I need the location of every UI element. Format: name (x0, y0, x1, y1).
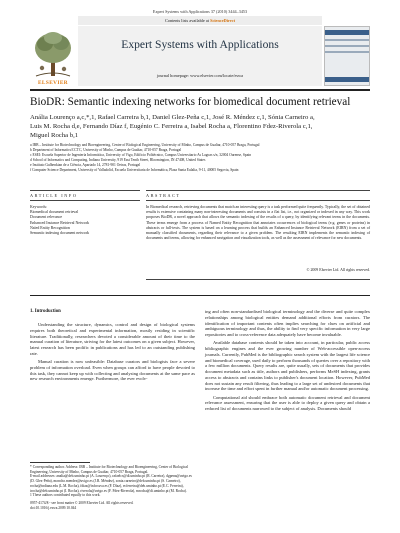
footnote: * Corresponding author. Address: IBB – Institute for Biotechnology and Bioengineering, Center of Biological Engineering, University of Minho, Campus de Gualtar, 4710-057 Braga, Portugal. (30, 465, 188, 474)
abstract-copyright: © 2009 Elsevier Ltd. All rights reserved. (306, 268, 370, 272)
abstract-rule-top (146, 190, 370, 191)
footnotes (30, 465, 195, 498)
header-rule (30, 89, 370, 91)
authors-line: Anália Lourenço a,c,*,1, Rafael Carreira b,1, Daniel Glez-Peña c,1, José R. Méndez c,1, Sónia Carneiro a, (30, 114, 315, 121)
article-title: BioDR: Semantic indexing networks for biomedical document retrieval (30, 96, 351, 108)
section-heading-introduction: 1. Introduction (30, 309, 61, 314)
keywords-block (30, 205, 140, 236)
doi-line[interactable]: doi:10.1016/j.eswa.2009.10.044 (30, 505, 77, 510)
body-column-right (205, 309, 370, 414)
body-paragraph: ing and often non-standardised biological terminology and the diverse and quite complex relationships among biological entities demand additional efforts from curators. The identification of important contents often implies searching for clues on artificial and ambiguous terminology and thus, the ability to find very specific information in very large repositories and to cross-reference data adequately have become invaluable. (205, 309, 370, 337)
journal-homepage[interactable]: journal homepage: www.elsevier.com/locate/eswa (156, 73, 244, 78)
abstract-rule-end (146, 279, 370, 280)
affiliation: e Instituto Gulbenkian de a Ciência, Apartado 14, 2781-901 Oeiras, Portugal (30, 163, 141, 168)
contents-availability-bar (78, 16, 322, 25)
publisher-name: ELSEVIER (38, 80, 68, 86)
keyword: Enhanced Instance Retrieval Network (30, 220, 90, 225)
article-identifiers (30, 501, 195, 511)
keyword: Naïed Entity Recognition (30, 225, 70, 230)
journal-cover-thumbnail (324, 26, 370, 86)
abstract-heading: ABSTRACT (146, 193, 181, 198)
article-info-rule-top (30, 190, 140, 191)
footnote: 1 These authors contributed equally to this work. (30, 493, 101, 498)
abstract-text: In Biomedical research, retrieving documents that match an interesting query is a task performed quite frequently. Typically, the set of obtained results is extensive containing many non-interesting documents and consists in a flat list, i.e., not organized or indexed in any way. This work proposes BioDR, a novel approach that allows the semantic indexing of the results of a query, by identifying relevant terms in the documents. These terms emerge from a process of Named Entity Recognition that annotates occurrences of biological terms (e.g. genes or proteins) in abstracts or full-texts. The system is based on a learning process that builds an Enhanced Instance Retrieval Network (EIRN) from a set of manually classified documents, regarding their relevance to a given problem. The resulting EIRN implements the semantic indexing of documents and terms, allowing for enhanced navigation and visualization tools, as well as the assessment of relevance for new documents. (146, 205, 370, 241)
affiliation: d School of Informatics and Computing, Indiana University, 919 East Tenth Street, Bloomington, IN 47408, United States (30, 158, 206, 163)
contents-prefix: Contents lists available at (164, 18, 211, 23)
keyword: Document relevance (30, 215, 63, 220)
body-paragraph: Understanding the structure, dynamics, control and design of biological systems requires both theoretical and experimental information, mostly residing in scientific literature. Traditionally, researchers devoted a considerable amount of their time to the manual curation of literature, striving for the latest outcomes on a given subject. However, latest research has been prolific in publications and has led to an outstanding publishing rate. (30, 322, 195, 356)
author-list (30, 114, 370, 140)
footnote-emails: E-mail addresses: analia@deb.uminho.pt (A. Lourenço), rafaelcs@di.uminho.pt (R. Carreira), dgpena@uvigo.es (D. Glez-Peña), moncho.mendez@uvigo.es (J.R. Méndez), sonia.carneiro@deb.uminho.pt (S. Carneiro), rocha@indiana.edu (L.M. Rocha), fdiaz@infor.uva.es (F. Díaz), ecferreira@deb.uminho.pt (E.C. Ferreira), irocha@deb.uminho.pt (I. Rocha), riverola@uvigo.es (F. Fdez-Riverola), mrocha@di.uminho.pt (M. Rocha). (30, 474, 192, 493)
affiliation: b Department of Informatics/CCTC, University of Minho, Campus de Gualtar, 4710-057 Braga, Portugal (30, 148, 182, 153)
journal-title: Expert Systems with Applications (121, 38, 279, 51)
sciencedirect-link[interactable]: ScienceDirect (210, 18, 236, 23)
article-info-rule-bottom (30, 200, 140, 201)
abstract-rule-bottom (146, 200, 370, 201)
authors-line: Miguel Rocha b,1 (30, 131, 79, 139)
affiliation: f Computer Science Department, University of Valladolid, Escuela Universitaria de Informática, Plaza Santa Eulalia, 9-11, 40005 Segovia, Spain (30, 168, 239, 173)
keyword: Biomedical document retrieval (30, 210, 79, 215)
journal-citation-line: Expert Systems with Applications 37 (2010) 3444–3453 (152, 9, 248, 14)
elsevier-tree-logo (30, 26, 76, 80)
body-paragraph: Computational aid should embrace both automatic document retrieval and document relevance assessment, ensuring that the user is able to deploy a given query and obtain a reduced list of documents narrowed to the subject of analysis. Documents should (205, 394, 370, 411)
keyword: Semantic indexing document network (30, 231, 90, 236)
authors-line: Luis M. Rocha d,e, Fernando Díaz f, Eugénio C. Ferreira a, Isabel Rocha a, Florentino Fdez-Riverola c,1, (30, 122, 313, 130)
article-info-heading: ARTICLE INFO (30, 193, 78, 198)
affiliation: c ESEI: Escuela Superior de Ingeniería Informática, University of Vigo, Edificio Politécnico, Campus Universitario As Lagoas s/n, 32004 Ourense, Spain (30, 153, 252, 158)
issn-line: 0957-4174/$ - see front matter © 2009 Elsevier Ltd. All rights reserved. (30, 501, 134, 505)
keywords-label: Keywords: (30, 205, 48, 209)
affiliation-list (30, 143, 370, 174)
footnote-rule (30, 462, 90, 463)
body-paragraph: Manual curation is now unfeasible: Database curators and biologists face a severe problem of information overload. Even when groups can afford to have people devoted to this task, they cannot keep up with collecting and analysing documents at the same pace as new research environments emerge. Furthermore, the ever evolv- (30, 359, 195, 382)
affiliation: a IBB – Institute for Biotechnology and Bioengineering, Centre of Biological Engineering, University of Minho, Campus de Gualtar, 4710-057 Braga, Portugal (30, 143, 260, 147)
body-separator-rule (30, 295, 370, 296)
body-column-left (30, 322, 195, 385)
body-paragraph: Available database contents should be taken into account, in particular, public access bibliographic engines and the ever growing number of Web-accessible open-access journals. Currently, PubMed is the bibliographic search system with the largest life science and biomedical coverage, used daily to perform thousands of queries over a repository with a few million documents. Query results are, quite usually, sets of documents that provides document metadata such as title, authors and publishers, performs MeSH indexing, grants access to abstracts and contains links to publisher's document location. However, PubMed does not sustain any result filtering, thus leading to a large set of undesired documents that increase the time and effort spent in further manual and/or automatic document processing. (205, 340, 370, 392)
